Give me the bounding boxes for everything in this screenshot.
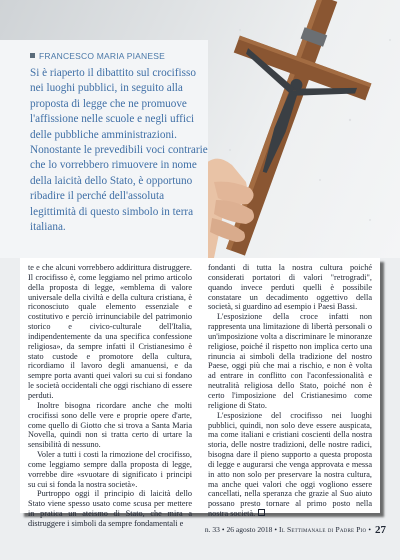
page-number: 27: [375, 524, 386, 536]
end-of-article-icon: [258, 509, 265, 516]
page-footer: n. 33 • 26 agosto 2018 • Il Settimanale di Padre Pio • 27: [204, 524, 386, 536]
lead-paragraph: Si è riaperto il dibattito sul crocifisso nei luoghi pubblici, in seguito alla proposta di legge che ne promuove l'affissione nelle scuole e negli uffici delle pubbliche amministrazioni. Nonostante le prevedibili voci contrarie che lo vorrebbero rimuovere in nome della laicità dello Stato, è opportuno ribadire il perché dell'assoluta legittimità di questo simbolo in terra italiana.: [30, 67, 208, 234]
paragraph: [208, 411, 372, 519]
right-column: [208, 263, 372, 519]
issue-number: n. 33: [204, 525, 220, 534]
paragraph: te e che alcuni vorrebbero addirittura distruggere. Il crocifisso è, come leggiamo nel primo articolo della proposta di legge, «emblema di valore universale della civiltà e della cultura cristiana, è riconosciuto quale elemento essenziale e costitutivo e perciò irrinunciabile del patrimonio storico e civico-culturale dell'Italia, indipendentemente da una specifica confessione religiosa», da sempre infatti il Cristianesimo è stato custode e promotore della cultura, ricordiamo il lavoro degli amanuensi, e da sempre porta avanti quei valori su cui si fondano le società occidentali che oggi rischiano di essere perduti.: [28, 263, 192, 400]
author-name: FRANCESCO MARIA PIANESE: [39, 51, 165, 61]
paragraph: Voler a tutti i costi la rimozione del crocifisso, come leggiamo sempre dalla proposta di legge, vorrebbe dire «svuotare di significato i principi su cui si fonda la nostra società».: [28, 450, 192, 489]
byline-square-icon: [30, 53, 35, 58]
magazine-name: Il Settimanale di Padre Pio: [279, 525, 367, 534]
paragraph: Purtroppo oggi il principio di laicità dello Stato viene spesso usato come scusa per mettere in pratica un ateismo di Stato, che mira a distruggere i simboli da sempre fondamentali e: [28, 489, 192, 528]
byline: [30, 51, 206, 61]
paragraph: Inoltre bisogna ricordare anche che molti crocifissi sono delle vere e proprie opere d'arte, come quello di Giotto che si trova a Santa Maria Novella, quindi non si tratta certo di urtare la sensibilità di nessuno.: [28, 400, 192, 450]
paragraph: L'esposizione della croce infatti non rappresenta una limitazione di libertà personali o un'imposizione volta a discriminare le minoranze religiose, poiché il rispetto non implica certo una rinuncia ai simboli della tradizione del nostro Paese, oggi più che mai a rischio, e non è volta ad entrare in conflitto con l'aconfessionalità e neutralità religiosa dello Stato, poiché non è certo l'imposizione del Cristianesimo come religione di Stato.: [208, 312, 372, 410]
article-body: [20, 258, 380, 528]
left-column: [28, 263, 192, 529]
paragraph: fondanti di tutta la nostra cultura poiché considerati portatori di valori "retrogradi", quando invece perduti quelli è possibile constatare un decadimento oggettivo della società, si guardino ad esempio i Paesi Bassi.: [208, 263, 372, 312]
paragraph-text: L'esposizione del crocifisso nei luoghi pubblici, quindi, non solo deve essere auspicata, ma come italiani e cristiani coscienti della nostra storia, delle nostre tradizioni, delle nostre radici, bisogna dare il pieno supporto a questa proposta di legge e augurarsi che venga approvata e messa in atto non solo per preservare la nostra cultura, ma anche quei valori che oggi vogliono essere cancellati, nella speranza che grazie al Suo aiuto possano presto tornare al primo posto nella nostra società.: [208, 410, 372, 519]
issue-date: 26 agosto 2018: [226, 525, 273, 534]
